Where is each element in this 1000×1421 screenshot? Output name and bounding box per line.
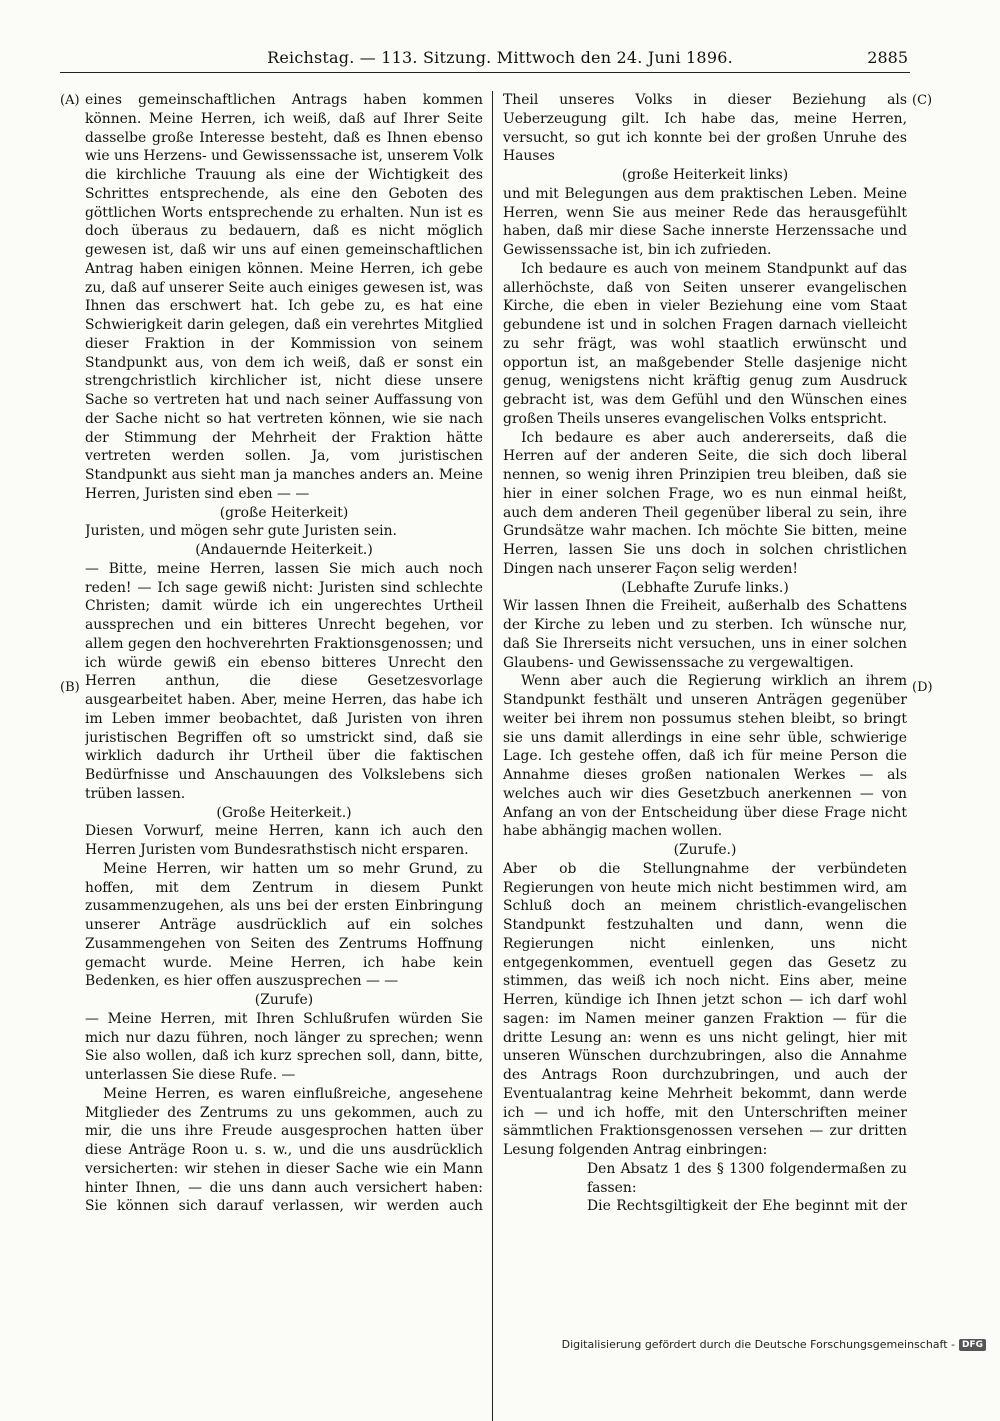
paragraph: — Bitte, meine Herren, lassen Sie mich auch noch reden! — Ich sage gewiß nicht: Juristen sind schlechte Christen; damit würde ich ein ungerechtes Urtheil aussprechen und ein bitteres Unrecht begehen, vor allem gegen den hochverehrten Fraktionsgenossen; und ich würde gewiß ein ebenso bitteres Unrecht den Herren anthun, die diese Gesetzesvorlage ausgearbeitet haben. Aber, meine Herren, das habe ich im Leben immer beobachtet, daß Juristen von ihren juristischen Begriffen oft so umstrickt sind, daß sie wirklich dadurch ihr Urtheil über die faktischen Bedürfnisse und Anschauungen des Volkslebens sich trüben lassen. (85, 560, 483, 802)
paragraph: Juristen, und mögen sehr gute Juristen sein. (85, 523, 397, 540)
paragraph: Ich bedaure es aber auch andererseits, daß die Herren auf der anderen Seite, die sich doch liberal nennen, so wenig ihren Prinzipien treu bleiben, daß sie hier in einer solchen Frage, wo es nun einmal heißt, auch dem anderen Theil gegenüber liberal zu sein, ihre Grundsätze wahr machen. Ich möchte Sie bitten, meine Herren, lassen Sie uns doch in solchen christlichen Dingen nach unserer Façon selig werden! (503, 429, 907, 577)
paragraph: Die Rechtsgiltigkeit der Ehe beginnt mit der (587, 1198, 907, 1215)
paragraph: und mit Belegungen aus dem praktischen Leben. Meine Herren, wenn Sie aus meiner Rede das herausgefühlt haben, daß mir diese Sache innerste Herzenssache und Gewissenssache ist, bin ich zufrieden. (503, 185, 907, 258)
running-title: Reichstag. — 113. Sitzung. Mittwoch den 24. Juni 1896. (267, 48, 733, 67)
margin-letter-d: (D) (912, 680, 933, 695)
dfg-logo: DFG (959, 1339, 986, 1351)
paragraph: Diesen Vorwurf, meine Herren, kann ich auch den Herren Juristen vom Bundesrathstisch nicht ersparen. (85, 823, 483, 858)
header-rule (60, 72, 910, 73)
paragraph: Ich bedaure es auch von meinem Standpunkt auf das allerhöchste, daß von Seiten unserer evangelischen Kirche, die eben in vieler Beziehung eine vom Staat gebundene ist und in solchen Fragen darnach vielleicht zu sehr frägt, was wohl staatlich erwünscht und opportun ist, an maßgebender Stelle dasjenige nicht genug, wenigstens nicht kräftig genug zum Ausdruck gebracht ist, was dem Gefühl und den Wünschen eines großen Theils unseres evangelischen Volks entspricht. (503, 260, 907, 427)
paragraph: Aber ob die Stellungnahme der verbündeten Regierungen von heute mich nicht bestimmen wird, am Schluß doch an meinem christlich-evangelischen Standpunkt festzuhalten und dann, wenn die Regierungen nicht einlenken, uns nicht entgegenkommen, eventuell gegen das Gesetz zu stimmen, das weiß ich noch nicht. Eins aber, meine Herren, kündige ich Ihnen jetzt schon — ich darf wohl sagen: im Namen meiner ganzen Fraktion — für die dritte Lesung an: wenn es uns nicht gelingt, hier mit unseren Wünschen durchzubringen, also die Annahme des Antrags Roon durchzubringen, und auch der Eventualantrag keine Mehrheit bekommt, dann werde ich — und ich hoffe, mit den Unterschriften meiner sämmtlichen Fraktionsgenossen versehen — zur dritten Lesung folgenden Antrag einbringen: (503, 860, 907, 1158)
paragraph: Meine Herren, es waren einflußreiche, angesehene Mitglieder des Zentrums zu uns gekommen, auch zu mir, die uns ihre Freude ausgesprochen hatten über diese Anträge Roon u. s. w., und die uns ausdrücklich versicherten: wir stehen in dieser Sache wie ein Mann hinter Ihnen, — die uns dann auch versichert haben: Sie können sich darauf verlassen, wir werden auch (85, 1085, 483, 1215)
margin-letter-c: (C) (912, 93, 933, 108)
interjection: (große Heiterkeit) (219, 504, 349, 521)
interjection: (Zurufe) (254, 992, 314, 1008)
interjection: (Lebhafte Zurufe links.) (621, 579, 789, 596)
page-number: 2885 (867, 48, 908, 67)
paragraph: Den Absatz 1 des § 1300 folgendermaßen zu fassen: (587, 1160, 907, 1196)
interjection: (Andauernde Heiterkeit.) (195, 542, 373, 558)
footer-text: Digitalisierung gefördert durch die Deutsche Forschungsgemeinschaft - (561, 1338, 955, 1351)
interjection: (Zurufe.) (673, 842, 737, 858)
column-divider (492, 91, 493, 1421)
margin-letter-a: (A) (60, 93, 80, 108)
paragraph: Wenn aber auch die Regierung wirklich an ihrem Standpunkt festhält und unseren Anträgen gegenüber weiter bei ihrem non possumus stehen bleibt, so bringt sie uns damit allerdings in eine sehr üble, schwierige Lage. Ich gestehe offen, daß ich für meine Person die Annahme dieses großen nationalen Werkes — als welches auch wir dies Gesetzbuch anerkennen — von Anfang an von der Entscheidung über diese Frage nicht habe abhängig machen wollen. (503, 673, 907, 840)
margin-letter-b: (B) (60, 680, 80, 695)
interjection: (große Heiterkeit links) (621, 167, 789, 183)
paragraph: Meine Herren, wir hatten um so mehr Grund, zu hoffen, mit dem Zentrum in diesem Punkt zusammenzugehen, als uns bei der ersten Einbringung unserer Anträge ausdrücklich auf ein solches Zusammengehen von Seiten des Zentrums Hoffnung gemacht wurde. Meine Herren, ich habe kein Bedenken, es hier offen auszusprechen — — (85, 860, 483, 990)
paragraph: eines gemeinschaftlichen Antrags haben kommen können. Meine Herren, ich weiß, daß auf Ihrer Seite dasselbe große Interesse besteht, daß es Ihnen ebenso wie uns Herzens- und Gewissenssache ist, unserem Volk die kirchliche Trauung als eine der Wichtigkeit des Schrittes entsprechende, als eine den Geboten des göttlichen Worts entsprechende zu erhalten. Nun ist es doch überaus zu bedauern, daß es nicht möglich gewesen ist, daß wir uns auf einen gemeinschaftlichen Antrag haben einigen können. Meine Herren, ich gebe zu, daß auf unserer Seite auch einiges gewesen ist, was Ihnen das erschwert hat. Ich gebe zu, es hat eine Schwierigkeit darin gelegen, daß ein verehrtes Mitglied dieser Fraktion in der Kommission von seinem Standpunkt aus, von dem ich weiß, daß er sonst ein strengchristlich kirchlicher ist, nicht diese unsere Sache so vertreten hat und nach seiner Auffassung von der Sache nicht so hat vertreten können, wie sie nach der Stimmung der Mehrheit der Fraktion hätte vertreten werden sollen. Ja, vom juristischen Standpunkt aus sieht man ja manches anders an. Meine Herren, Juristen sind eben — — (85, 92, 483, 502)
paragraph: — Meine Herren, mit Ihren Schlußrufen würden Sie mich nur dazu führen, noch länger zu sprechen; wenn Sie also wollen, daß ich kurz sprechen soll, dann, bitte, unterlassen Sie diese Rufe. — (85, 1010, 483, 1083)
left-column (85, 91, 483, 1216)
interjection: (Große Heiterkeit.) (216, 804, 352, 821)
page-header (0, 0, 1000, 80)
right-column (503, 91, 907, 1216)
footer-credit (562, 1338, 986, 1351)
paragraph: Wir lassen Ihnen die Freiheit, außerhalb des Schattens der Kirche zu leben und zu sterben. Ich wünsche nur, daß Sie Ihrerseits nicht versuchen, uns in einer solchen Glaubens- und Gewissenssache zu vergewaltigen. (503, 598, 907, 671)
paragraph: Theil unseres Volks in dieser Beziehung als Ueberzeugung gilt. Ich habe das, meine Herren, versucht, so gut ich konnte bei der großen Unruhe des Hauses (503, 92, 907, 165)
